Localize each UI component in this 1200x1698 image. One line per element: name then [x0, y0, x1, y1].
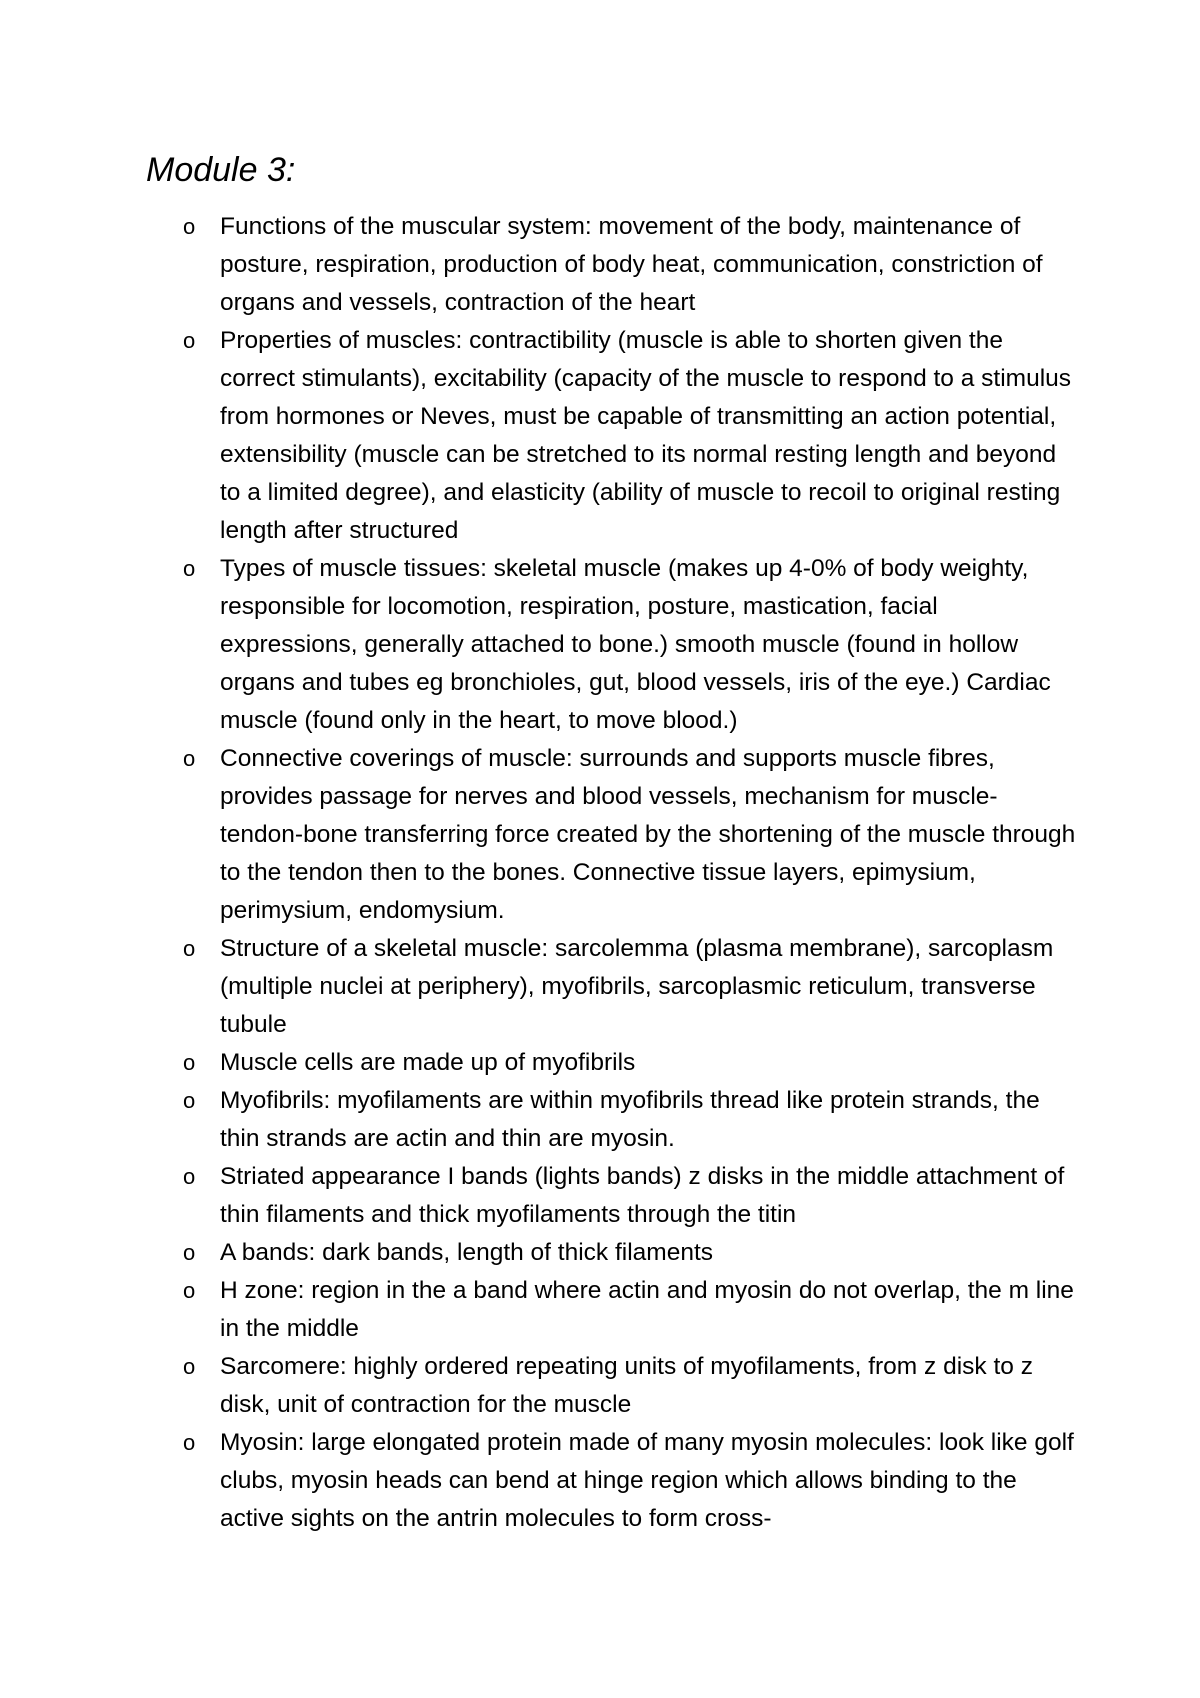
list-item: [180, 740, 1080, 930]
list-item-text: Striated appearance I bands (lights bands) z disks in the middle attachment of thin filaments and thick myofilaments through the titin: [220, 1163, 1065, 1228]
bullet-marker: o: [183, 1088, 196, 1113]
list-item: [180, 930, 1080, 1044]
list-item: [180, 1158, 1080, 1234]
list-item-text: Structure of a skeletal muscle: sarcolemma (plasma membrane), sarcoplasm (multiple nuclei at periphery), myofibrils, sarcoplasmic reticulum, transverse tubule: [220, 935, 1054, 1038]
bullet-marker: o: [183, 214, 196, 239]
list-item-text: Muscle cells are made up of myofibrils: [220, 1049, 636, 1076]
list-item-text: A bands: dark bands, length of thick filaments: [220, 1239, 714, 1266]
list-item-text: H zone: region in the a band where actin and myosin do not overlap, the m line in the middle: [220, 1277, 1074, 1342]
bullet-marker: o: [183, 1240, 196, 1265]
list-item-text: Myosin: large elongated protein made of many myosin molecules: look like golf clubs, myosin heads can bend at hinge region which allows binding to the active sights on the antrin molecules to form cross-: [220, 1429, 1074, 1532]
list-item-text: Myofibrils: myofilaments are within myofibrils thread like protein strands, the thin strands are actin and thin are myosin.: [220, 1087, 1040, 1152]
list-item: [180, 1082, 1080, 1158]
page-title: Module 3:: [146, 151, 296, 189]
list-item: [180, 550, 1080, 740]
list-item-text: Properties of muscles: contractibility (muscle is able to shorten given the correct stimulants), excitability (capacity of the muscle to respond to a stimulus from hormones or Neves, must be capable of transmitting an action potential, extensibility (muscle can be stretched to its normal resting length and beyond to a limited degree), and elasticity (ability of muscle to recoil to original resting length after structured: [220, 327, 1072, 544]
list-item: [180, 208, 1080, 322]
list-item-text: Functions of the muscular system: movement of the body, maintenance of posture, respiration, production of body heat, communication, constriction of organs and vessels, contraction of the heart: [220, 213, 1043, 316]
list-item: [180, 1424, 1080, 1538]
list-item-text: Types of muscle tissues: skeletal muscle (makes up 4-0% of body weighty, responsible for locomotion, respiration, posture, mastication, facial expressions, generally attached to bone.) smooth muscle (found in hollow organs and tubes eg bronchioles, gut, blood vessels, iris of the eye.) Cardiac muscle (found only in the heart, to move blood.): [220, 555, 1051, 734]
list-item: [180, 1272, 1080, 1348]
bullet-marker: o: [183, 1278, 196, 1303]
list-item: [180, 1044, 1080, 1082]
bullet-marker: o: [183, 1354, 196, 1379]
list-item-text: Sarcomere: highly ordered repeating units of myofilaments, from z disk to z disk, unit of contraction for the muscle: [220, 1353, 1033, 1418]
list-item: [180, 322, 1080, 550]
bullet-marker: o: [183, 1430, 196, 1455]
list-item: [180, 1348, 1080, 1424]
bullet-marker: o: [183, 328, 196, 353]
bullet-marker: o: [183, 746, 196, 771]
bullet-marker: o: [183, 1164, 196, 1189]
bullet-marker: o: [183, 556, 196, 581]
bullet-marker: o: [183, 936, 196, 961]
bullet-marker: o: [183, 1050, 196, 1075]
bullet-list: [180, 208, 1080, 1538]
list-item-text: Connective coverings of muscle: surrounds and supports muscle fibres, provides passage for nerves and blood vessels, mechanism for muscle-tendon-bone transferring force created by the shortening of the muscle through to the tendon then to the bones. Connective tissue layers, epimysium, perimysium, endomysium.: [220, 745, 1076, 924]
list-item: [180, 1234, 1080, 1272]
